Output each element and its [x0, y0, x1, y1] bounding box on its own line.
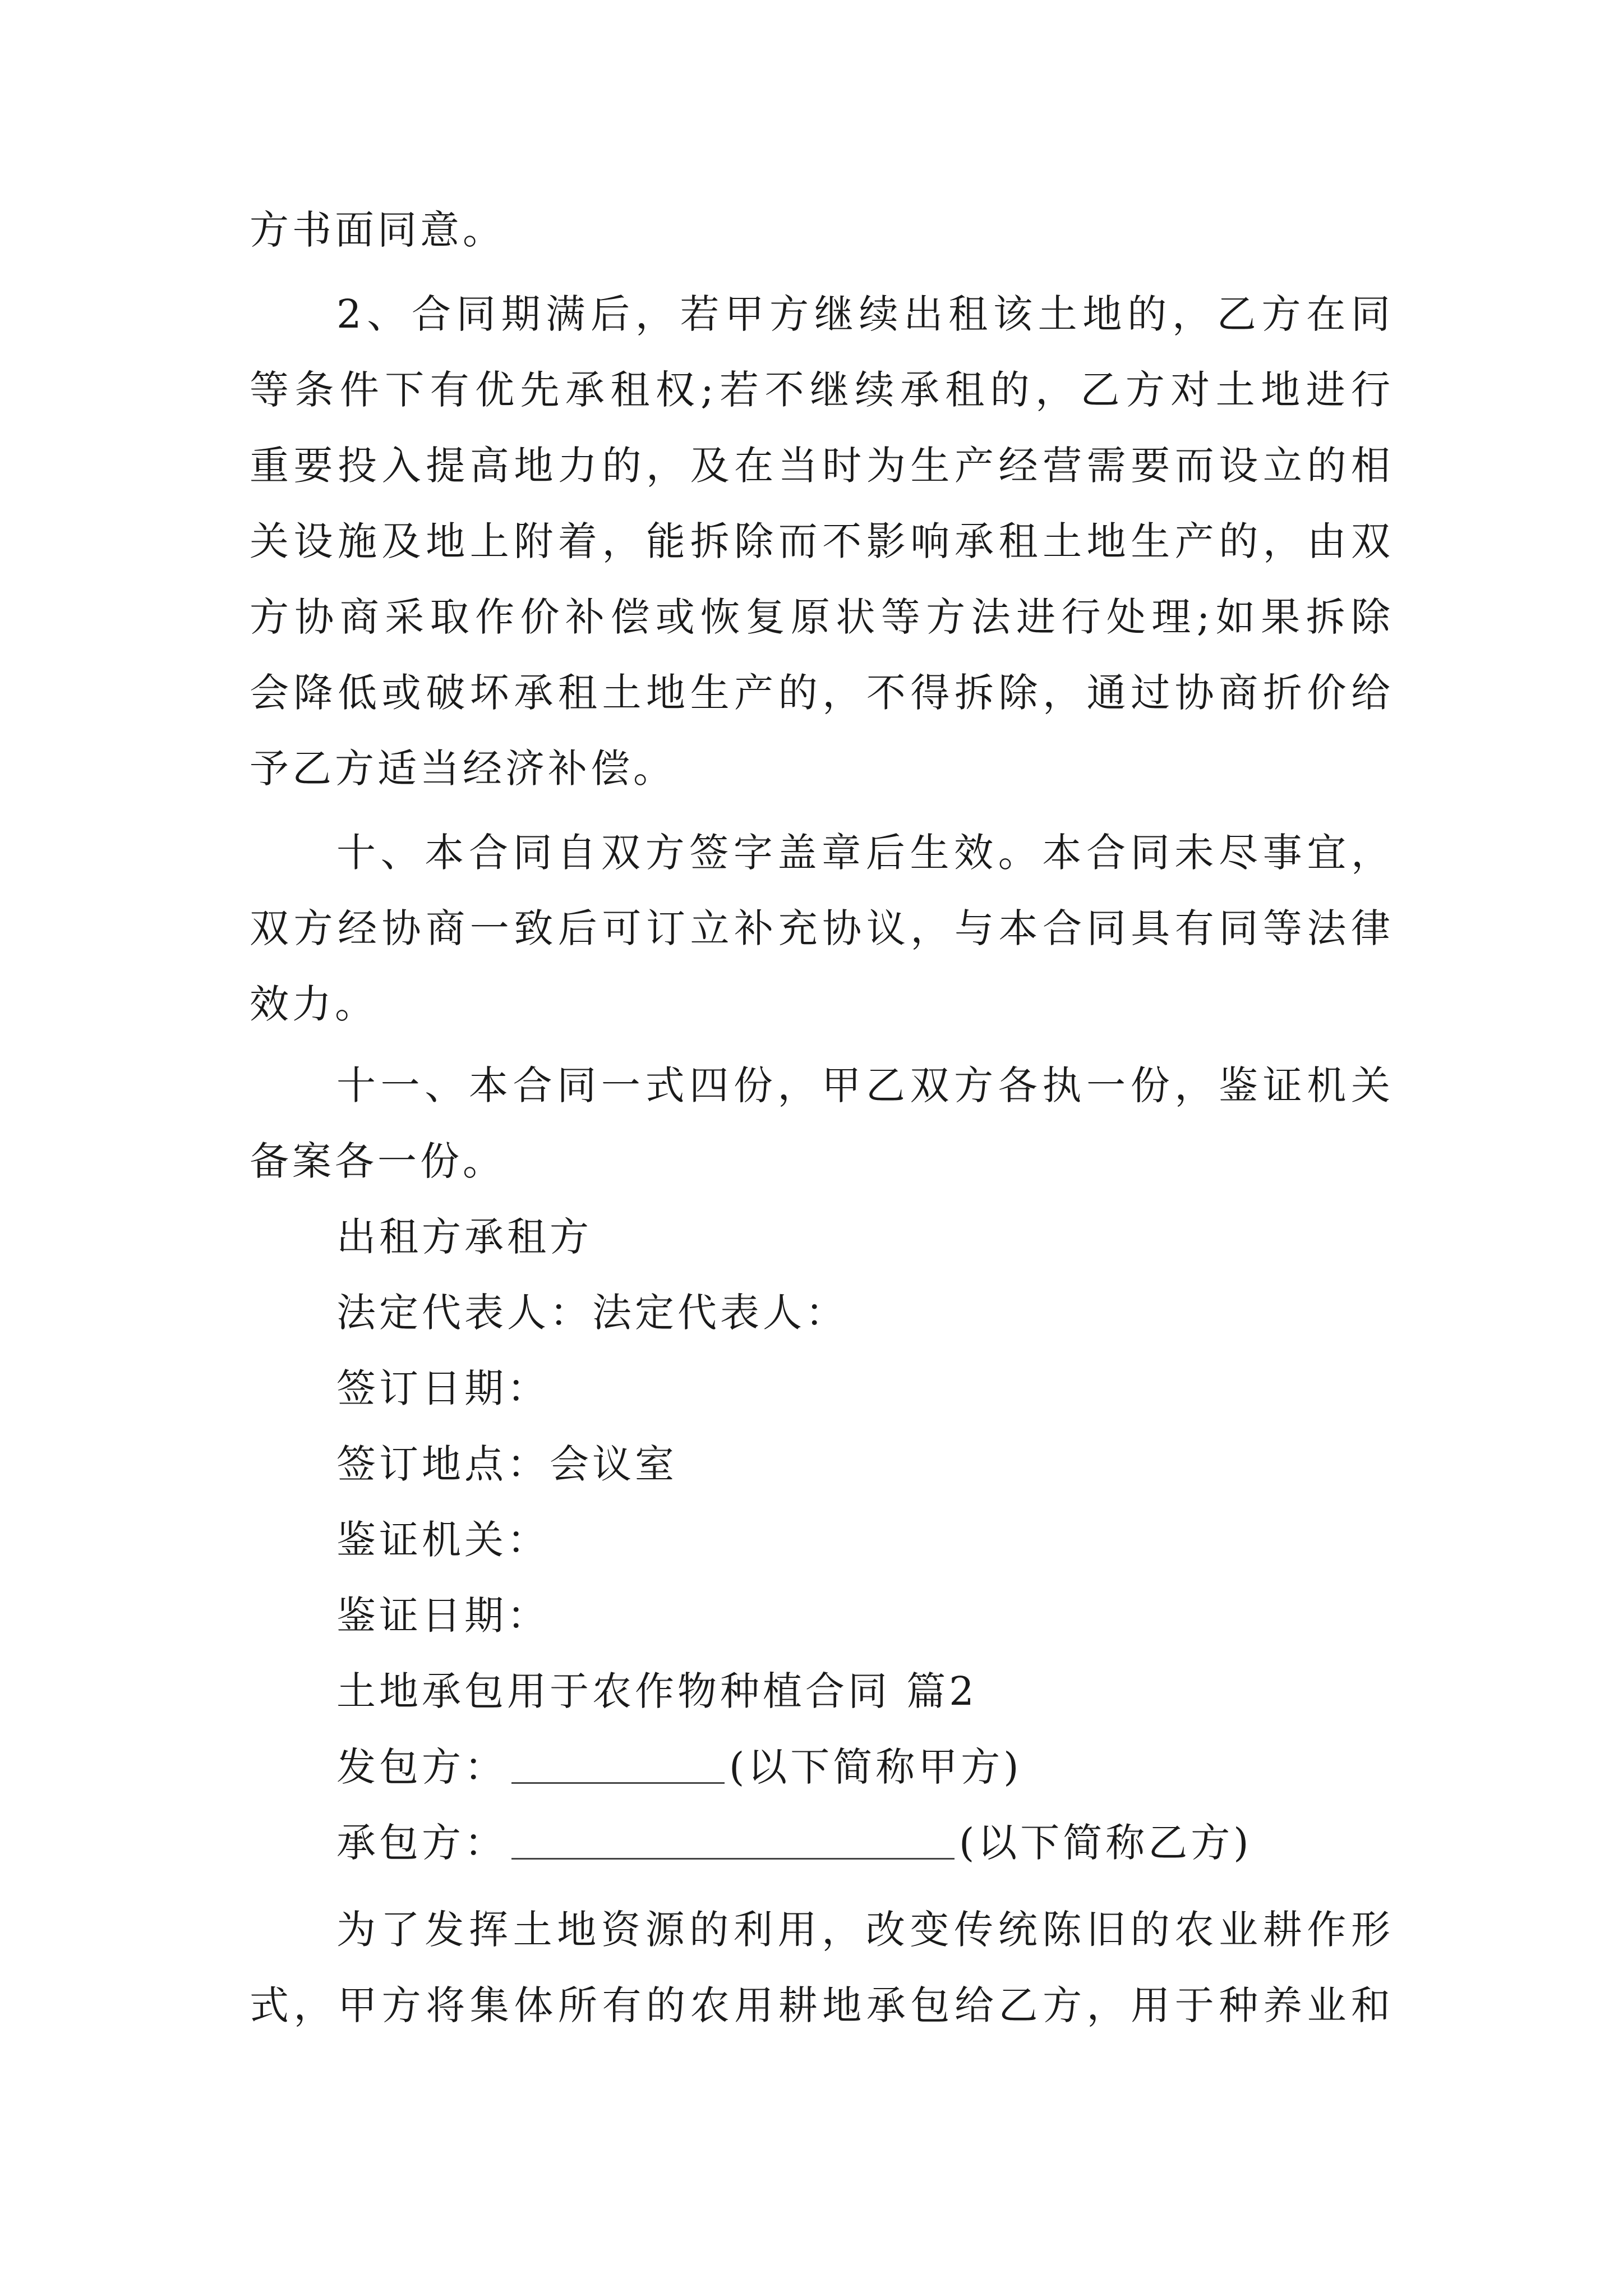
paragraph-line: 等条件下有优先承租权;若不继续承租的，乙方对土地进行: [250, 367, 1394, 413]
party-a-line: [336, 1739, 1022, 1795]
signature-sign-place: 签订地点：会议室: [336, 1441, 677, 1487]
party-b-label: 承包方：: [336, 1820, 507, 1866]
paragraph-line: 关设施及地上附着，能拆除而不影响承租土地生产的，由双: [250, 518, 1394, 564]
signature-witness-org: 鉴证机关：: [336, 1517, 550, 1563]
paragraph-line: 方书面同意。: [250, 207, 505, 253]
paragraph-line: 式，甲方将集体所有的农用耕地承包给乙方，用于种养业和: [250, 1982, 1394, 2028]
paragraph-line: 效力。: [250, 981, 377, 1027]
party-a-suffix: (以下简称甲方): [729, 1744, 1022, 1790]
paragraph-line: 双方经协商一致后可订立补充协议，与本合同具有同等法律: [250, 905, 1394, 951]
party-b-blank: [511, 1824, 955, 1860]
party-b-suffix: (以下简称乙方): [959, 1820, 1252, 1866]
paragraph-line: 予乙方适当经济补偿。: [250, 746, 676, 792]
paragraph-line: 为了发挥土地资源的利用，改变传统陈旧的农业耕作形: [336, 1907, 1394, 1953]
paragraph-line: 十一、本合同一式四份，甲乙双方各执一份，鉴证机关: [336, 1062, 1394, 1108]
signature-witness-date: 鉴证日期：: [336, 1593, 550, 1639]
party-a-label: 发包方：: [336, 1744, 507, 1790]
signature-parties: 出租方承租方: [336, 1214, 592, 1260]
paragraph-line: 方协商采取作价补偿或恢复原状等方法进行处理;如果拆除: [250, 594, 1394, 640]
signature-sign-date: 签订日期：: [336, 1365, 550, 1411]
signature-representatives: 法定代表人：法定代表人：: [336, 1290, 848, 1336]
paragraph-line: 会降低或破坏承租土地生产的，不得拆除，通过协商折价给: [250, 670, 1394, 716]
paragraph-line: 备案各一份。: [250, 1138, 505, 1184]
party-a-blank: [511, 1749, 725, 1784]
party-b-line: [336, 1815, 1252, 1871]
paragraph-line: 2、合同期满后，若甲方继续出租该土地的，乙方在同: [336, 291, 1394, 337]
contract2-title: 土地承包用于农作物种植合同 篇2: [336, 1668, 978, 1714]
paragraph-line: 重要投入提高地力的，及在当时为生产经营需要而设立的相: [250, 443, 1394, 489]
paragraph-line: 十、本合同自双方签字盖章后生效。本合同未尽事宜，: [336, 830, 1394, 876]
